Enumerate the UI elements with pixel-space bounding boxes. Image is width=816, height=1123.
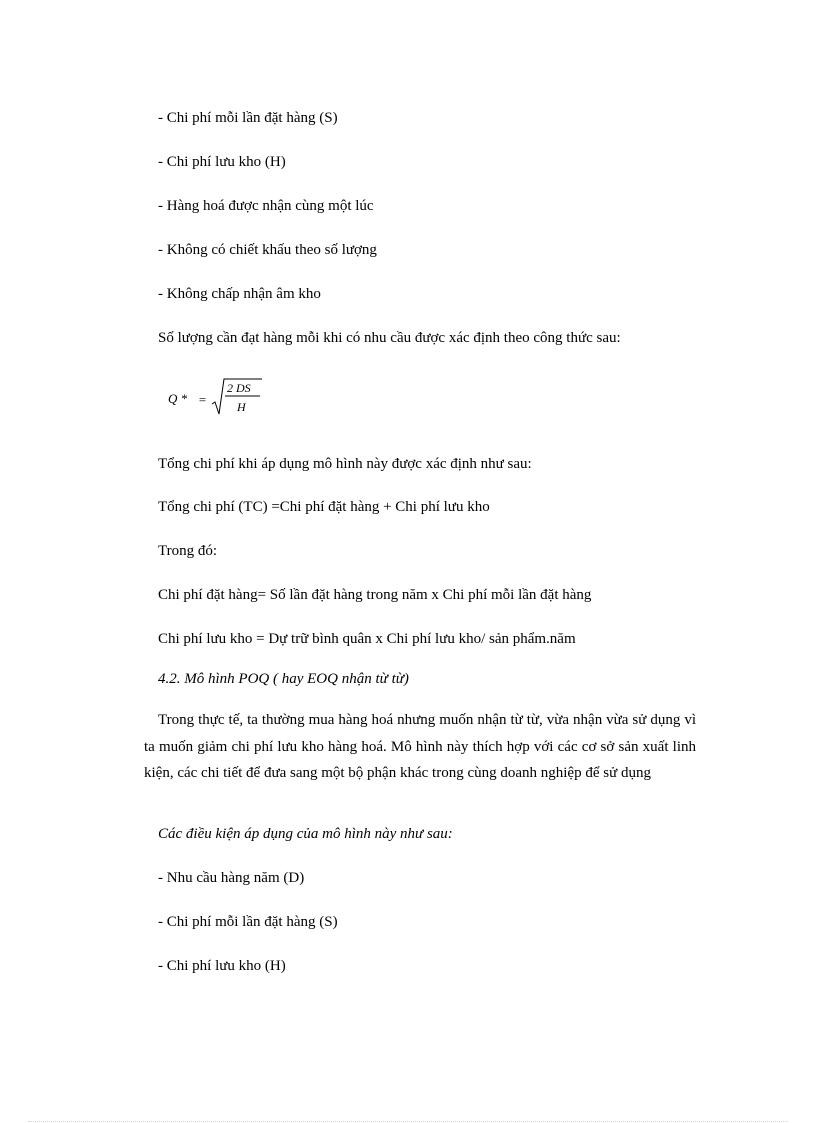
where-label: Trong đó:	[158, 543, 218, 559]
formula-numerator: 2 DS	[227, 381, 251, 395]
holding-cost-definition: Chi phí lưu kho = Dự trữ bình quân x Chi phí lưu kho/ sản phẩm.năm	[158, 631, 576, 647]
list-item: - Nhu cầu hàng năm (D)	[158, 870, 305, 886]
section-heading: 4.2. Mô hình POQ ( hay EOQ nhận từ từ)	[158, 671, 409, 687]
eoq-formula	[166, 376, 276, 420]
page-bottom-rule	[28, 1121, 788, 1122]
list-item: - Chi phí mỗi lần đặt hàng (S)	[158, 914, 338, 930]
formula-intro: Số lượng cần đạt hàng mỗi khi có nhu cầu được xác định theo công thức sau:	[158, 330, 621, 346]
conditions-heading: Các điều kiện áp dụng của mô hình này như sau:	[158, 826, 453, 842]
total-cost-intro: Tổng chi phí khi áp dụng mô hình này được xác định như sau:	[158, 456, 532, 472]
formula-lhs: Q *	[168, 391, 188, 406]
order-cost-definition: Chi phí đặt hàng= Số lần đặt hàng trong năm x Chi phí mỗi lần đặt hàng	[158, 587, 592, 603]
formula-denominator: H	[237, 400, 246, 414]
section-paragraph-text: Trong thực tế, ta thường mua hàng hoá nhưng muốn nhận từ từ, vừa nhận vừa sử dụng vì ta muốn giảm chi phí lưu kho hàng hoá. Mô hình này thích hợp với các cơ sở sản xuất linh kiện, các chi tiết để đưa sang một bộ phận khác trong cùng doanh nghiệp để sử dụng	[144, 712, 696, 781]
list-item: - Chi phí mỗi lần đặt hàng (S)	[158, 110, 338, 126]
total-cost-formula: Tổng chi phí (TC) =Chi phí đặt hàng + Chi phí lưu kho	[158, 499, 490, 515]
list-item: - Không có chiết khấu theo số lượng	[158, 242, 377, 258]
list-item: - Chi phí lưu kho (H)	[158, 958, 286, 974]
list-item: - Chi phí lưu kho (H)	[158, 154, 286, 170]
formula-equals: =	[198, 392, 207, 407]
list-item: - Hàng hoá được nhận cùng một lúc	[158, 198, 374, 214]
list-item: - Không chấp nhận âm kho	[158, 286, 321, 302]
section-paragraph	[144, 707, 696, 787]
